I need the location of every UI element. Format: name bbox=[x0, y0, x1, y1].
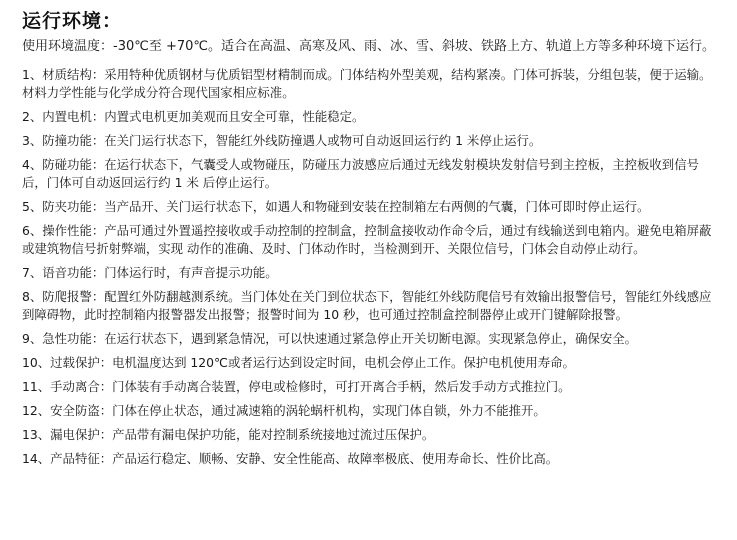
feature-item-anti-impact: 4、防碰功能：在运行状态下，气囊受人或物碰压，防碰压力波感应后通过无线发射模块发射信号到主控板，主控板收到信号后，门体可自动返回运行约 1 米 后停止运行。 bbox=[22, 157, 699, 190]
feature-item-characteristics: 14、产品特征：产品运行稳定、顺畅、安静、安全性能高、故障率极底、使用寿命长、性价比高。 bbox=[22, 451, 559, 466]
feature-item-anti-theft: 12、安全防盗：门体在停止状态，通过减速箱的涡轮蜗杆机构，实现门体自锁，外力不能推开。 bbox=[22, 403, 546, 418]
feature-item-voice: 7、语音功能：门体运行时，有声音提示功能。 bbox=[22, 265, 278, 280]
feature-item-operation: 6、操作性能：产品可通过外置遥控接收或手动控制的控制盒，控制盒接收动作命令后，通过有线输送到电箱内。避免电箱屏蔽或建筑物信号折射弊端，实现 动作的准确、及时、门体动作时，当检测到开、关限位信号，门体会自动停止动行。 bbox=[22, 223, 712, 256]
environment-paragraph: 使用环境温度：-30℃至 +70℃。适合在高温、高寒及风、雨、冰、雪、斜坡、铁路上方、轨道上方等多种环境下运行。 bbox=[22, 39, 715, 54]
feature-item-motor: 2、内置电机：内置式电机更加美观而且安全可靠，性能稳定。 bbox=[22, 109, 365, 124]
feature-item-manual-clutch: 11、手动离合：门体装有手动离合装置，停电或检修时，可打开离合手柄，然后发手动方式推拉门。 bbox=[22, 379, 571, 394]
feature-item-anti-climb: 8、防爬报警：配置红外防翻越测系统。当门体处在关门到位状态下，智能红外线防爬信号有效输出报警信号，智能红外线感应到障碍物，此时控制箱内报警器发出报警；报警时间为 10 秒，也可通过控制盒控制器停止或开门键解除报警。 bbox=[22, 289, 712, 322]
feature-item-overload: 10、过载保护：电机温度达到 120℃或者运行达到设定时间，电机会停止工作。保护电机使用寿命。 bbox=[22, 355, 575, 370]
feature-item-emergency: 9、急性功能：在运行状态下，遇到紧急情况，可以快速通过紧急停止开关切断电源。实现紧急停止，确保安全。 bbox=[22, 331, 638, 346]
feature-item-leakage: 13、漏电保护：产品带有漏电保护功能，能对控制系统接地过流过压保护。 bbox=[22, 427, 435, 442]
feature-item-anti-pinch: 5、防夹功能：当产品开、关门运行状态下，如遇人和物碰到安装在控制箱左右两侧的气囊，门体可即时停止运行。 bbox=[22, 199, 650, 214]
feature-item-anti-collision: 3、防撞功能：在关门运行状态下，智能红外线防撞遇人或物可自动返回运行约 1 米停止运行。 bbox=[22, 133, 542, 148]
spec-document bbox=[22, 8, 722, 474]
feature-item-material: 1、材质结构：采用特种优质钢材与优质铝型材精制而成。门体结构外型美观，结构紧凑。门体可拆装，分组包装，便于运输。材料力学性能与化学成分符合现代国家相应标准。 bbox=[22, 67, 712, 100]
feature-list bbox=[22, 66, 722, 468]
section-title: 运行环境： bbox=[22, 10, 123, 32]
